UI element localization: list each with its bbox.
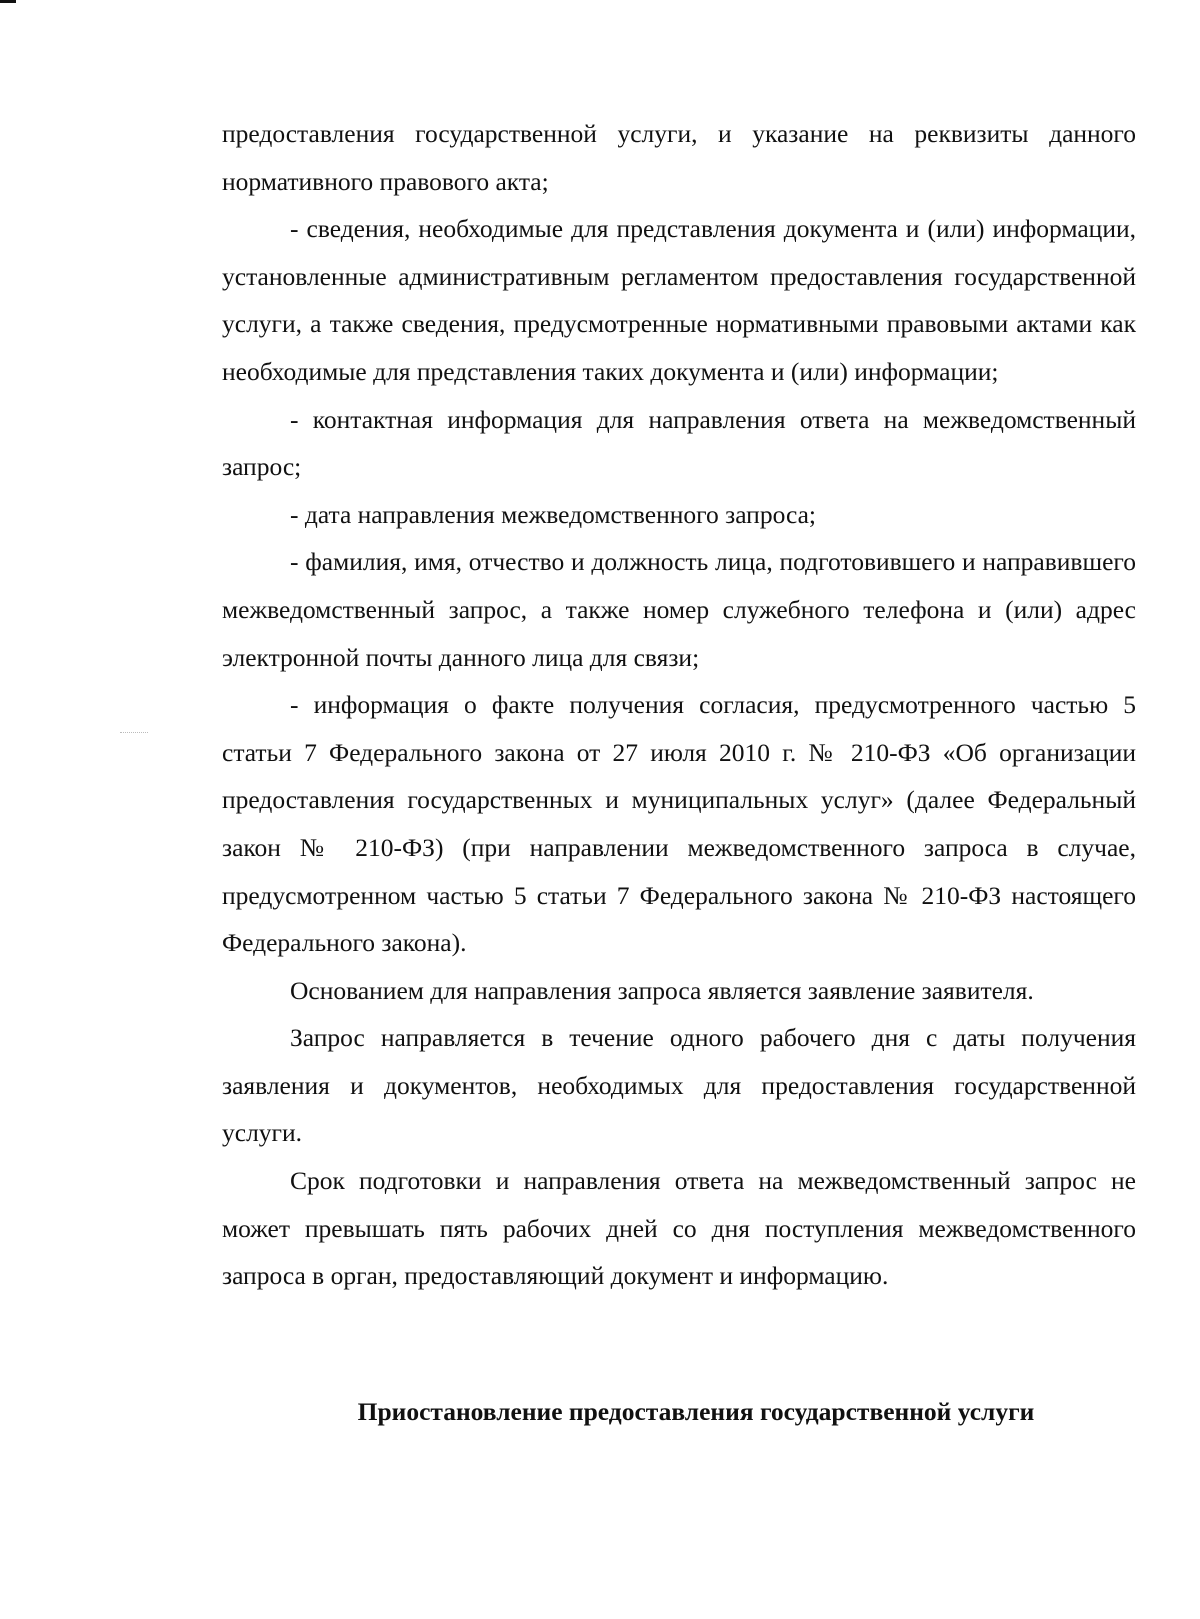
- paragraph-item-information: - сведения, необходимые для представления документа и (или) информации, установленные административным регламентом предоставления государственной услуги, а также сведения, предусмотренные нормативными правовыми актами как необходимые для представления таких документа и (или) информации;: [222, 214, 1136, 386]
- scan-margin-artifact: [120, 732, 148, 735]
- paragraph-deadline-response: Срок подготовки и направления ответа на межведомственный запрос не может превышать пять рабочих дней со дня поступления межведомственного запроса в орган, предоставляющий документ и информацию.: [222, 1166, 1136, 1291]
- scan-corner-mark: [0, 0, 16, 3]
- document-body: [222, 110, 1136, 1300]
- section-heading: Приостановление предоставления государственной услуги: [357, 1397, 1035, 1426]
- paragraph-item-date: - дата направления межведомственного запроса;: [290, 499, 816, 529]
- paragraph-deadline-request: Запрос направляется в течение одного рабочего дня с даты получения заявления и документов, необходимых для предоставления государственной услуги.: [222, 1023, 1136, 1148]
- paragraph-continuation: предоставления государственной услуги, и указание на реквизиты данного нормативного правового акта;: [222, 119, 1136, 196]
- paragraph-item-consent: - информация о факте получения согласия, предусмотренного частью 5 статьи 7 Федерального закона от 27 июля 2010 г. № 210-ФЗ «Об организации предоставления государственных и муниципальных услуг» (далее Федеральный закон № 210-ФЗ) (при направлении межведомственного запроса в случае, предусмотренном частью 5 статьи 7 Федерального закона № 210-ФЗ настоящего Федерального закона).: [222, 690, 1136, 958]
- paragraph-item-contact: - контактная информация для направления ответа на межведомственный запрос;: [222, 404, 1136, 482]
- paragraph-basis: Основанием для направления запроса является заявление заявителя.: [290, 975, 1034, 1005]
- paragraph-item-person: - фамилия, имя, отчество и должность лица, подготовившего и направившего межведомственный запрос, а также номер служебного телефона и (или) адрес электронной почты данного лица для связи;: [222, 547, 1136, 672]
